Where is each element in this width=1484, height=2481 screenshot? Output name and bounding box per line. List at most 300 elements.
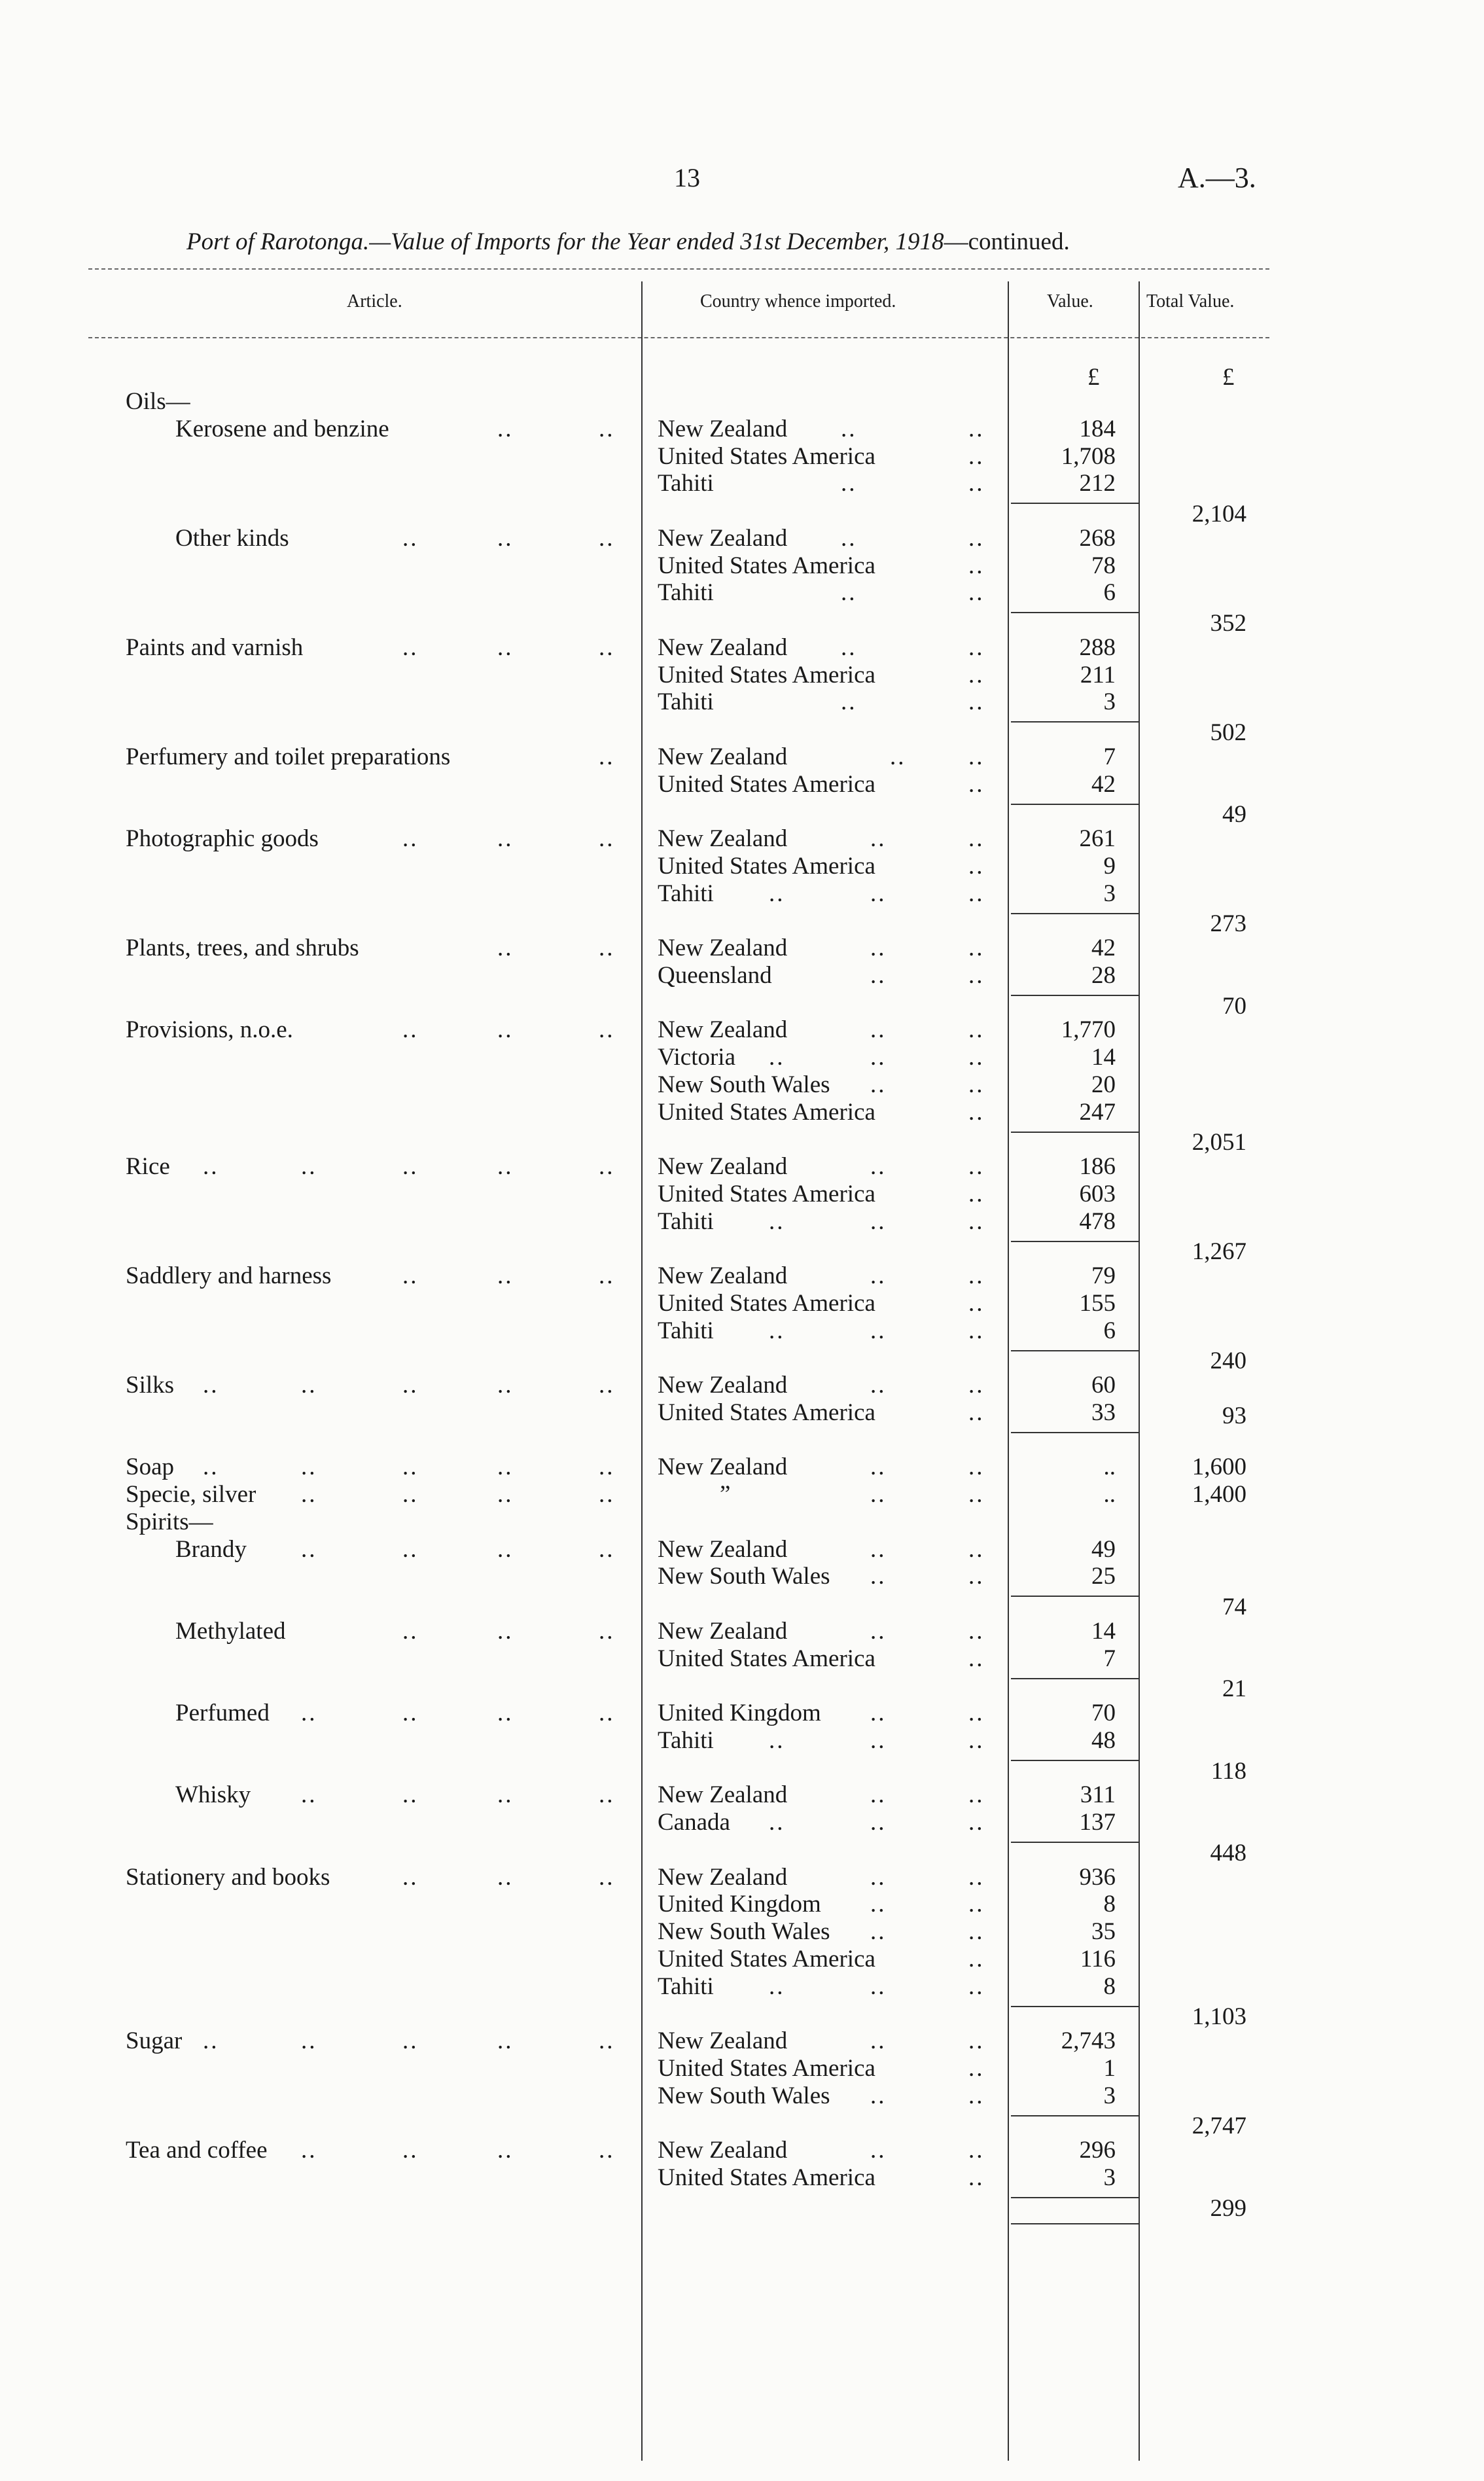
leader-dots: .. — [769, 1044, 785, 1071]
leader-dots: .. — [870, 961, 887, 989]
subtotal-rule — [1011, 1760, 1139, 1761]
leader-dots: .. — [301, 1700, 317, 1726]
leader-dots: .. — [769, 1726, 785, 1754]
column-header-total: Total Value. — [1146, 291, 1235, 312]
total-value-cell: 21 — [1222, 1675, 1246, 1703]
article-name: Stationery and books — [126, 1863, 330, 1891]
value-cell: 70 — [1091, 1700, 1116, 1726]
leader-dots: .. — [402, 1481, 419, 1508]
country-name: United Kingdom — [658, 1891, 821, 1918]
leader-dots: .. — [599, 524, 615, 552]
value-cell: 42 — [1091, 935, 1116, 961]
column-divider-article — [641, 281, 643, 2461]
leader-dots: .. — [497, 1262, 514, 1289]
leader-dots: .. — [599, 1016, 615, 1044]
total-value-cell: 1,600 — [1192, 1454, 1246, 1481]
subtotal-rule — [1011, 1596, 1139, 1597]
leader-dots: .. — [870, 825, 887, 852]
country-name: United States America — [658, 552, 875, 579]
value-cell: 78 — [1091, 552, 1116, 579]
leader-dots: .. — [968, 2164, 985, 2191]
value-cell: 8 — [1103, 1972, 1116, 2000]
currency-unit-total: £ — [1222, 364, 1235, 391]
leader-dots: .. — [968, 442, 985, 470]
leader-dots: .. — [599, 1863, 615, 1891]
leader-dots: .. — [968, 1262, 985, 1289]
country-name: New South Wales — [658, 1918, 830, 1945]
article-name: Methylated — [175, 1617, 286, 1645]
leader-dots: .. — [890, 743, 906, 770]
document-reference: A.—3. — [1178, 162, 1256, 194]
leader-dots: .. — [870, 1809, 887, 1836]
leader-dots: .. — [599, 1781, 615, 1809]
leader-dots: .. — [599, 825, 615, 852]
country-name: New Zealand — [658, 1454, 788, 1481]
leader-dots: .. — [301, 1781, 317, 1809]
value-cell: 28 — [1091, 961, 1116, 989]
leader-dots: .. — [968, 1918, 985, 1945]
leader-dots: .. — [870, 1207, 887, 1235]
leader-dots: .. — [203, 2027, 219, 2054]
subtotal-rule — [1011, 612, 1139, 613]
leader-dots: .. — [968, 1016, 985, 1044]
leader-dots: .. — [402, 634, 419, 661]
leader-dots: .. — [599, 2137, 615, 2164]
leader-dots: .. — [968, 770, 985, 798]
leader-dots: .. — [968, 1891, 985, 1918]
leader-dots: .. — [870, 1317, 887, 1344]
value-cell: 186 — [1079, 1153, 1116, 1180]
country-name: United Kingdom — [658, 1700, 821, 1726]
value-cell: 7 — [1103, 743, 1116, 770]
total-value-cell: 502 — [1210, 719, 1246, 746]
total-value-cell: 49 — [1222, 801, 1246, 829]
leader-dots: .. — [968, 2054, 985, 2082]
leader-dots: .. — [841, 688, 857, 716]
country-name: United States America — [658, 1945, 875, 1972]
value-cell: 33 — [1091, 1399, 1116, 1426]
leader-dots: .. — [769, 1809, 785, 1836]
leader-dots: .. — [968, 579, 985, 607]
country-name: United States America — [658, 442, 875, 470]
leader-dots: .. — [301, 1535, 317, 1563]
value-cell: 79 — [1091, 1262, 1116, 1289]
country-name: New Zealand — [658, 2027, 788, 2054]
country-name: New South Wales — [658, 1563, 830, 1590]
leader-dots: .. — [870, 1781, 887, 1809]
country-name: United States America — [658, 852, 875, 880]
leader-dots: .. — [402, 1372, 419, 1399]
subtotal-rule — [1011, 1432, 1139, 1433]
leader-dots: .. — [599, 743, 615, 770]
total-value-cell: 1,400 — [1192, 1481, 1246, 1508]
leader-dots: .. — [497, 415, 514, 442]
value-cell: 20 — [1091, 1071, 1116, 1098]
article-name: Perfumed — [175, 1700, 270, 1726]
value-cell: 1,708 — [1061, 442, 1116, 470]
leader-dots: .. — [968, 1972, 985, 2000]
country-name: New Zealand — [658, 524, 788, 552]
value-cell: 8 — [1103, 1891, 1116, 1918]
leader-dots: .. — [841, 415, 857, 442]
leader-dots: .. — [870, 1863, 887, 1891]
leader-dots: .. — [968, 1945, 985, 1972]
value-cell: 1 — [1103, 2054, 1116, 2082]
value-cell: 478 — [1079, 1207, 1116, 1235]
value-cell: .. — [1103, 1481, 1116, 1508]
leader-dots: .. — [301, 1454, 317, 1481]
leader-dots: .. — [968, 1809, 985, 1836]
leader-dots: .. — [203, 1454, 219, 1481]
leader-dots: .. — [870, 1700, 887, 1726]
leader-dots: .. — [870, 1153, 887, 1180]
leader-dots: .. — [497, 634, 514, 661]
leader-dots: .. — [599, 935, 615, 961]
leader-dots: .. — [968, 1098, 985, 1126]
country-name: United States America — [658, 2054, 875, 2082]
leader-dots: .. — [497, 1617, 514, 1645]
value-cell: 184 — [1079, 415, 1116, 442]
leader-dots: .. — [402, 1863, 419, 1891]
page-number: 13 — [674, 163, 700, 192]
leader-dots: .. — [968, 1289, 985, 1317]
country-name: New Zealand — [658, 1262, 788, 1289]
leader-dots: .. — [497, 1372, 514, 1399]
leader-dots: .. — [968, 2027, 985, 2054]
value-cell: 42 — [1091, 770, 1116, 798]
leader-dots: .. — [870, 1918, 887, 1945]
leader-dots: .. — [870, 1535, 887, 1563]
country-name: New Zealand — [658, 634, 788, 661]
country-name: New Zealand — [658, 1016, 788, 1044]
leader-dots: .. — [841, 470, 857, 497]
value-cell: 14 — [1091, 1044, 1116, 1071]
leader-dots: .. — [968, 1700, 985, 1726]
leader-dots: .. — [599, 1372, 615, 1399]
country-name: New Zealand — [658, 935, 788, 961]
currency-unit-value: £ — [1087, 364, 1100, 391]
article-name: Plants, trees, and shrubs — [126, 935, 359, 961]
article-name: Paints and varnish — [126, 634, 304, 661]
leader-dots: .. — [497, 1781, 514, 1809]
country-name: New Zealand — [658, 825, 788, 852]
country-name: Canada — [658, 1809, 730, 1836]
country-name: Queensland — [658, 961, 772, 989]
column-divider-value — [1139, 281, 1140, 2461]
country-name: Tahiti — [658, 470, 714, 497]
country-name: Tahiti — [658, 579, 714, 607]
subtotal-rule — [1011, 1842, 1139, 1843]
country-name: New Zealand — [658, 1617, 788, 1645]
leader-dots: .. — [599, 1617, 615, 1645]
leader-dots: .. — [968, 1153, 985, 1180]
leader-dots: .. — [968, 852, 985, 880]
country-name: New Zealand — [658, 1153, 788, 1180]
leader-dots: .. — [968, 470, 985, 497]
leader-dots: .. — [968, 935, 985, 961]
leader-dots: .. — [870, 1016, 887, 1044]
value-cell: 268 — [1079, 524, 1116, 552]
subtotal-rule — [1011, 1678, 1139, 1679]
table-bottom-rule — [1011, 2223, 1139, 2224]
value-cell: .. — [1103, 1454, 1116, 1481]
leader-dots: .. — [402, 1153, 419, 1180]
subtotal-rule — [1011, 2197, 1139, 2198]
country-name: United States America — [658, 770, 875, 798]
leader-dots: .. — [497, 825, 514, 852]
leader-dots: .. — [968, 1781, 985, 1809]
leader-dots: .. — [968, 961, 985, 989]
header-top-rule — [88, 268, 1269, 270]
leader-dots: .. — [599, 1535, 615, 1563]
value-cell: 3 — [1103, 880, 1116, 907]
article-name: Photographic goods — [126, 825, 319, 852]
leader-dots: .. — [870, 1262, 887, 1289]
country-name: United States America — [658, 1645, 875, 1672]
leader-dots: .. — [599, 1153, 615, 1180]
value-cell: 212 — [1079, 470, 1116, 497]
leader-dots: .. — [402, 1262, 419, 1289]
value-cell: 603 — [1079, 1180, 1116, 1207]
value-cell: 6 — [1103, 579, 1116, 607]
leader-dots: .. — [402, 1454, 419, 1481]
country-name: New South Wales — [658, 2082, 830, 2109]
leader-dots: .. — [968, 2082, 985, 2109]
leader-dots: .. — [402, 2027, 419, 2054]
leader-dots: .. — [301, 2137, 317, 2164]
leader-dots: .. — [870, 1563, 887, 1590]
leader-dots: .. — [968, 2137, 985, 2164]
leader-dots: .. — [599, 1262, 615, 1289]
total-value-cell: 448 — [1210, 1839, 1246, 1866]
leader-dots: .. — [599, 634, 615, 661]
subtotal-rule — [1011, 913, 1139, 914]
leader-dots: .. — [870, 1617, 887, 1645]
leader-dots: .. — [968, 880, 985, 907]
leader-dots: .. — [497, 935, 514, 961]
country-name: Tahiti — [658, 688, 714, 716]
leader-dots: .. — [870, 1891, 887, 1918]
article-name: Tea and coffee — [126, 2137, 268, 2164]
caption-title: Port of Rarotonga.—Value of Imports for the Year ended 31st December, 1918 — [186, 228, 944, 255]
country-name: United States America — [658, 661, 875, 688]
leader-dots: .. — [870, 1454, 887, 1481]
country-name: Tahiti — [658, 1726, 714, 1754]
leader-dots: .. — [203, 1372, 219, 1399]
leader-dots: .. — [301, 1481, 317, 1508]
leader-dots: .. — [968, 1617, 985, 1645]
leader-dots: .. — [968, 634, 985, 661]
table-caption — [186, 228, 1070, 256]
value-cell: 116 — [1080, 1945, 1116, 1972]
article-name: Provisions, n.o.e. — [126, 1016, 293, 1044]
leader-dots: .. — [968, 1372, 985, 1399]
value-cell: 7 — [1103, 1645, 1116, 1672]
country-name: United States America — [658, 1180, 875, 1207]
article-name: Sugar — [126, 2027, 183, 2054]
leader-dots: .. — [841, 524, 857, 552]
leader-dots: .. — [599, 415, 615, 442]
leader-dots: .. — [968, 1207, 985, 1235]
country-name: Tahiti — [658, 1317, 714, 1344]
subtotal-rule — [1011, 804, 1139, 805]
leader-dots: .. — [968, 1317, 985, 1344]
total-value-cell: 118 — [1210, 1757, 1246, 1785]
total-value-cell: 273 — [1210, 910, 1246, 938]
leader-dots: .. — [968, 1454, 985, 1481]
value-cell: 3 — [1103, 2164, 1116, 2191]
country-name: United States America — [658, 1098, 875, 1126]
article-name: Whisky — [175, 1781, 251, 1809]
country-name: New South Wales — [658, 1071, 830, 1098]
column-header-country: Country whence imported. — [700, 291, 896, 312]
country-name: New Zealand — [658, 1781, 788, 1809]
leader-dots: .. — [870, 2082, 887, 2109]
country-name: United States America — [658, 1289, 875, 1317]
leader-dots: .. — [870, 1481, 887, 1508]
leader-dots: .. — [599, 1481, 615, 1508]
value-cell: 137 — [1079, 1809, 1116, 1836]
country-name: Tahiti — [658, 1972, 714, 2000]
total-value-cell: 2,747 — [1192, 2113, 1246, 2140]
leader-dots: .. — [301, 1153, 317, 1180]
leader-dots: .. — [968, 1481, 985, 1508]
article-name: Kerosene and benzine — [175, 415, 389, 442]
leader-dots: .. — [968, 1535, 985, 1563]
leader-dots: .. — [402, 825, 419, 852]
total-value-cell: 240 — [1210, 1348, 1246, 1375]
leader-dots: .. — [402, 1016, 419, 1044]
leader-dots: .. — [402, 1781, 419, 1809]
country-name: New Zealand — [658, 2137, 788, 2164]
leader-dots: .. — [968, 524, 985, 552]
leader-dots: .. — [599, 1454, 615, 1481]
leader-dots: .. — [968, 1726, 985, 1754]
leader-dots: .. — [497, 2027, 514, 2054]
leader-dots: .. — [301, 1372, 317, 1399]
value-cell: 14 — [1091, 1617, 1116, 1645]
total-value-cell: 352 — [1210, 610, 1246, 637]
leader-dots: .. — [968, 1645, 985, 1672]
group-heading: Oils— — [126, 388, 190, 415]
leader-dots: .. — [599, 2027, 615, 2054]
country-name: New Zealand — [658, 743, 788, 770]
article-name: Rice — [126, 1153, 170, 1180]
leader-dots: .. — [769, 1972, 785, 2000]
value-cell: 155 — [1079, 1289, 1116, 1317]
value-cell: 3 — [1103, 2082, 1116, 2109]
country-name: Tahiti — [658, 880, 714, 907]
article-name: Specie, silver — [126, 1481, 256, 1508]
value-cell: 311 — [1080, 1781, 1116, 1809]
article-name: Saddlery and harness — [126, 1262, 332, 1289]
value-cell: 35 — [1091, 1918, 1116, 1945]
country-name: Tahiti — [658, 1207, 714, 1235]
leader-dots: .. — [402, 524, 419, 552]
subtotal-rule — [1011, 503, 1139, 504]
leader-dots: .. — [968, 1399, 985, 1426]
total-value-cell: 74 — [1222, 1594, 1246, 1620]
leader-dots: .. — [402, 1535, 419, 1563]
value-cell: 25 — [1091, 1563, 1116, 1590]
subtotal-rule — [1011, 995, 1139, 996]
leader-dots: .. — [870, 2027, 887, 2054]
subtotal-rule — [1011, 2115, 1139, 2116]
leader-dots: .. — [870, 880, 887, 907]
leader-dots: .. — [841, 634, 857, 661]
country-name: United States America — [658, 1399, 875, 1426]
leader-dots: .. — [870, 935, 887, 961]
country-name: New Zealand — [658, 1372, 788, 1399]
article-name: Silks — [126, 1372, 175, 1399]
value-cell: 9 — [1103, 852, 1116, 880]
leader-dots: .. — [497, 1153, 514, 1180]
leader-dots: .. — [841, 579, 857, 607]
leader-dots: .. — [769, 1207, 785, 1235]
value-cell: 936 — [1079, 1863, 1116, 1891]
leader-dots: .. — [968, 552, 985, 579]
leader-dots: .. — [497, 1481, 514, 1508]
total-value-cell: 70 — [1222, 992, 1246, 1020]
leader-dots: .. — [497, 1454, 514, 1481]
value-cell: 296 — [1079, 2137, 1116, 2164]
column-header-article: Article. — [347, 291, 402, 312]
leader-dots: .. — [968, 1071, 985, 1098]
leader-dots: .. — [968, 1180, 985, 1207]
article-name: Brandy — [175, 1535, 247, 1563]
leader-dots: .. — [203, 1153, 219, 1180]
total-value-cell: 299 — [1210, 2194, 1246, 2222]
value-cell: 2,743 — [1061, 2027, 1116, 2054]
leader-dots: .. — [968, 415, 985, 442]
total-value-cell: 1,267 — [1192, 1238, 1246, 1266]
leader-dots: .. — [769, 880, 785, 907]
leader-dots: .. — [870, 1044, 887, 1071]
leader-dots: .. — [497, 1016, 514, 1044]
leader-dots: .. — [402, 1617, 419, 1645]
leader-dots: .. — [497, 2137, 514, 2164]
leader-dots: .. — [870, 2137, 887, 2164]
total-value-cell: 1,103 — [1192, 2003, 1246, 2031]
value-cell: 288 — [1079, 634, 1116, 661]
leader-dots: .. — [402, 2137, 419, 2164]
value-cell: 3 — [1103, 688, 1116, 716]
country-name: New Zealand — [658, 1863, 788, 1891]
leader-dots: .. — [968, 825, 985, 852]
caption-suffix: —continued. — [944, 228, 1070, 255]
subtotal-rule — [1011, 2006, 1139, 2007]
value-cell: 211 — [1080, 661, 1116, 688]
leader-dots: .. — [497, 524, 514, 552]
country-name: United States America — [658, 2164, 875, 2191]
leader-dots: .. — [870, 1372, 887, 1399]
leader-dots: .. — [769, 1317, 785, 1344]
value-cell: 247 — [1079, 1098, 1116, 1126]
leader-dots: .. — [301, 2027, 317, 2054]
header-bottom-rule — [88, 337, 1269, 338]
column-divider-country — [1008, 281, 1009, 2461]
leader-dots: .. — [599, 1700, 615, 1726]
value-cell: 49 — [1091, 1535, 1116, 1563]
leader-dots: .. — [968, 688, 985, 716]
value-cell: 60 — [1091, 1372, 1116, 1399]
leader-dots: .. — [968, 661, 985, 688]
article-name: Other kinds — [175, 524, 289, 552]
value-cell: 1,770 — [1061, 1016, 1116, 1044]
subtotal-rule — [1011, 1350, 1139, 1351]
leader-dots: .. — [968, 1044, 985, 1071]
country-name: New Zealand — [658, 415, 788, 442]
